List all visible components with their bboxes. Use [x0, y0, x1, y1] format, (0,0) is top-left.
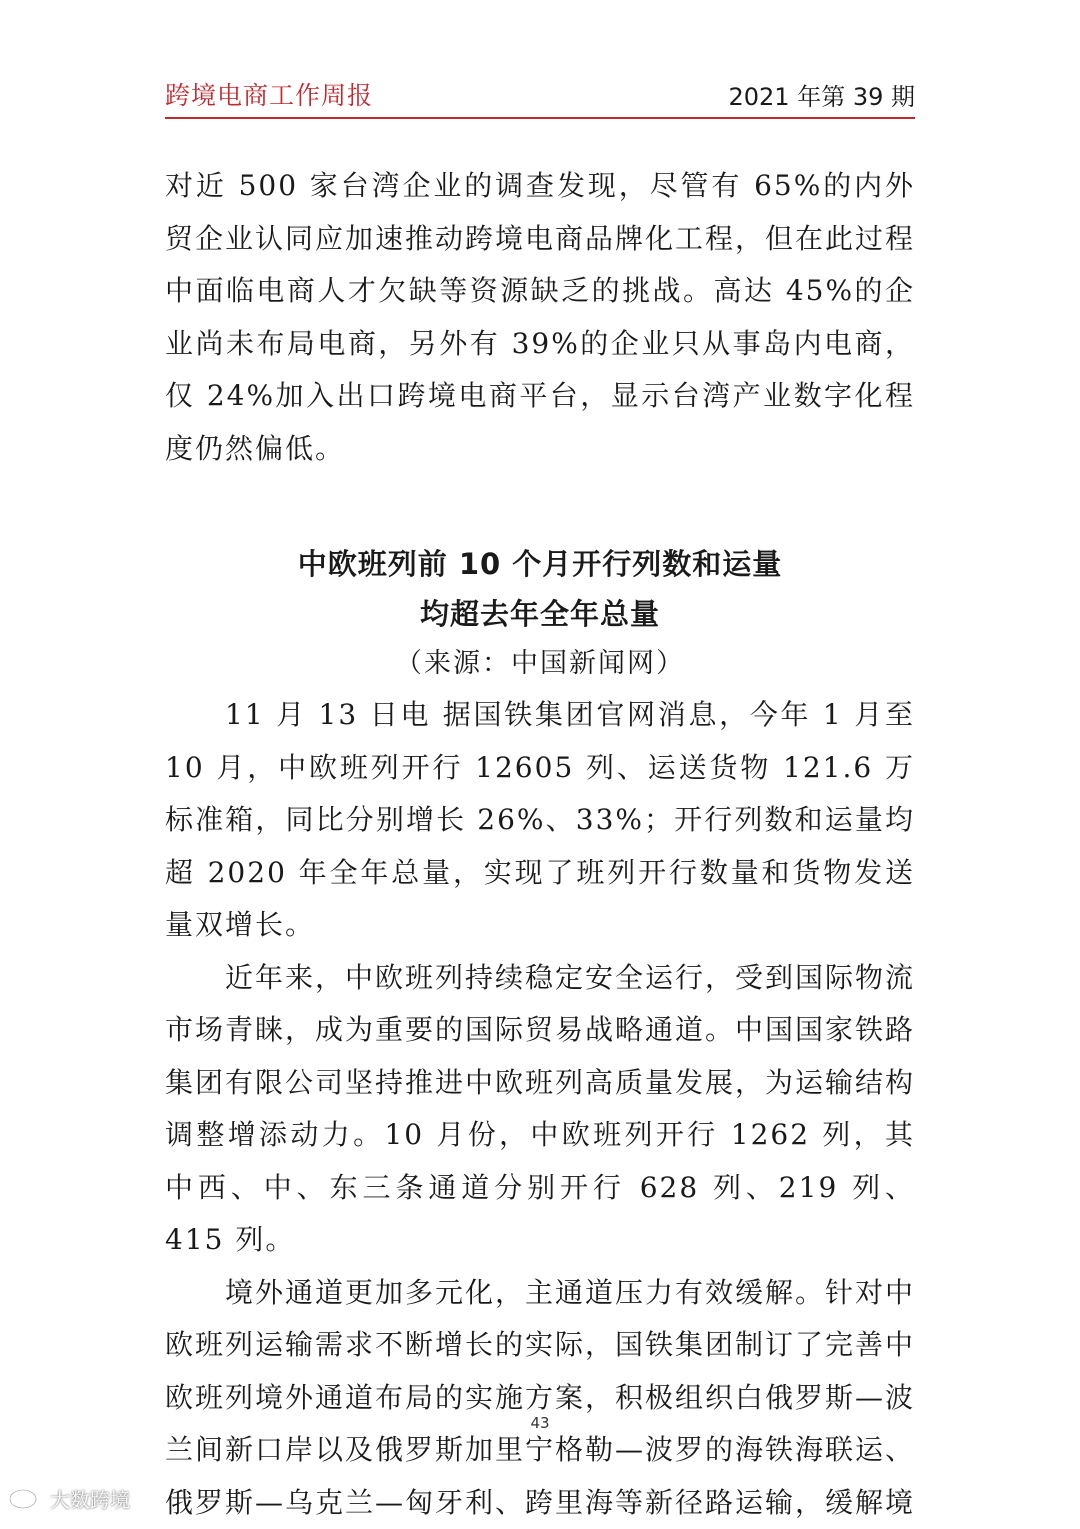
article-paragraph-3: 境外通道更加多元化，主通道压力有效缓解。针对中欧班列运输需求不断增长的实际，国铁集团制订了完善中欧班列境外通道布局的实施方案，积极组织白俄罗斯—波兰间新口岸以及俄罗斯加里宁格勒—波罗的海铁海联运、俄罗斯—乌克兰—匈牙利、跨里海等新径路运输，缓解境: [165, 1267, 915, 1529]
header-divider: [165, 117, 915, 119]
page-number: 43: [0, 1414, 1080, 1432]
article-title-line-2: 均超去年全年总量: [420, 597, 660, 631]
watermark-text: 大数跨境: [50, 1484, 130, 1513]
article-title: [165, 539, 915, 639]
weibo-logo-icon: [8, 1482, 44, 1514]
publication-title: 跨境电商工作周报: [165, 76, 373, 112]
page-body: [165, 160, 915, 1529]
article-source: （来源：中国新闻网）: [165, 639, 915, 689]
watermark: [8, 1482, 130, 1514]
article-paragraph-1: 11 月 13 日电 据国铁集团官网消息，今年 1 月至 10 月，中欧班列开行 12605 列、运送货物 121.6 万标准箱，同比分别增长 26%、33%；开行列数和运量均超 2020 年全年总量，实现了班列开行数量和货物发送量双增长。: [165, 689, 915, 952]
article-paragraph-2: 近年来，中欧班列持续稳定安全运行，受到国际物流市场青睐，成为重要的国际贸易战略通道。中国国家铁路集团有限公司坚持推进中欧班列高质量发展，为运输结构调整增添动力。10 月份，中欧班列开行 1262 列，其中西、中、东三条通道分别开行 628 列、219 列、415 列。: [165, 952, 915, 1267]
article-title-line-1: 中欧班列前 10 个月开行列数和运量: [298, 547, 783, 581]
issue-number: 2021 年第 39 期: [728, 77, 915, 112]
intro-paragraph: 对近 500 家台湾企业的调查发现，尽管有 65%的内外贸企业认同应加速推动跨境电商品牌化工程，但在此过程中面临电商人才欠缺等资源缺乏的挑战。高达 45%的企业尚未布局电商，另外有 39%的企业只从事岛内电商，仅 24%加入出口跨境电商平台，显示台湾产业数字化程度仍然偏低。: [165, 160, 915, 475]
page-header: [165, 74, 915, 114]
